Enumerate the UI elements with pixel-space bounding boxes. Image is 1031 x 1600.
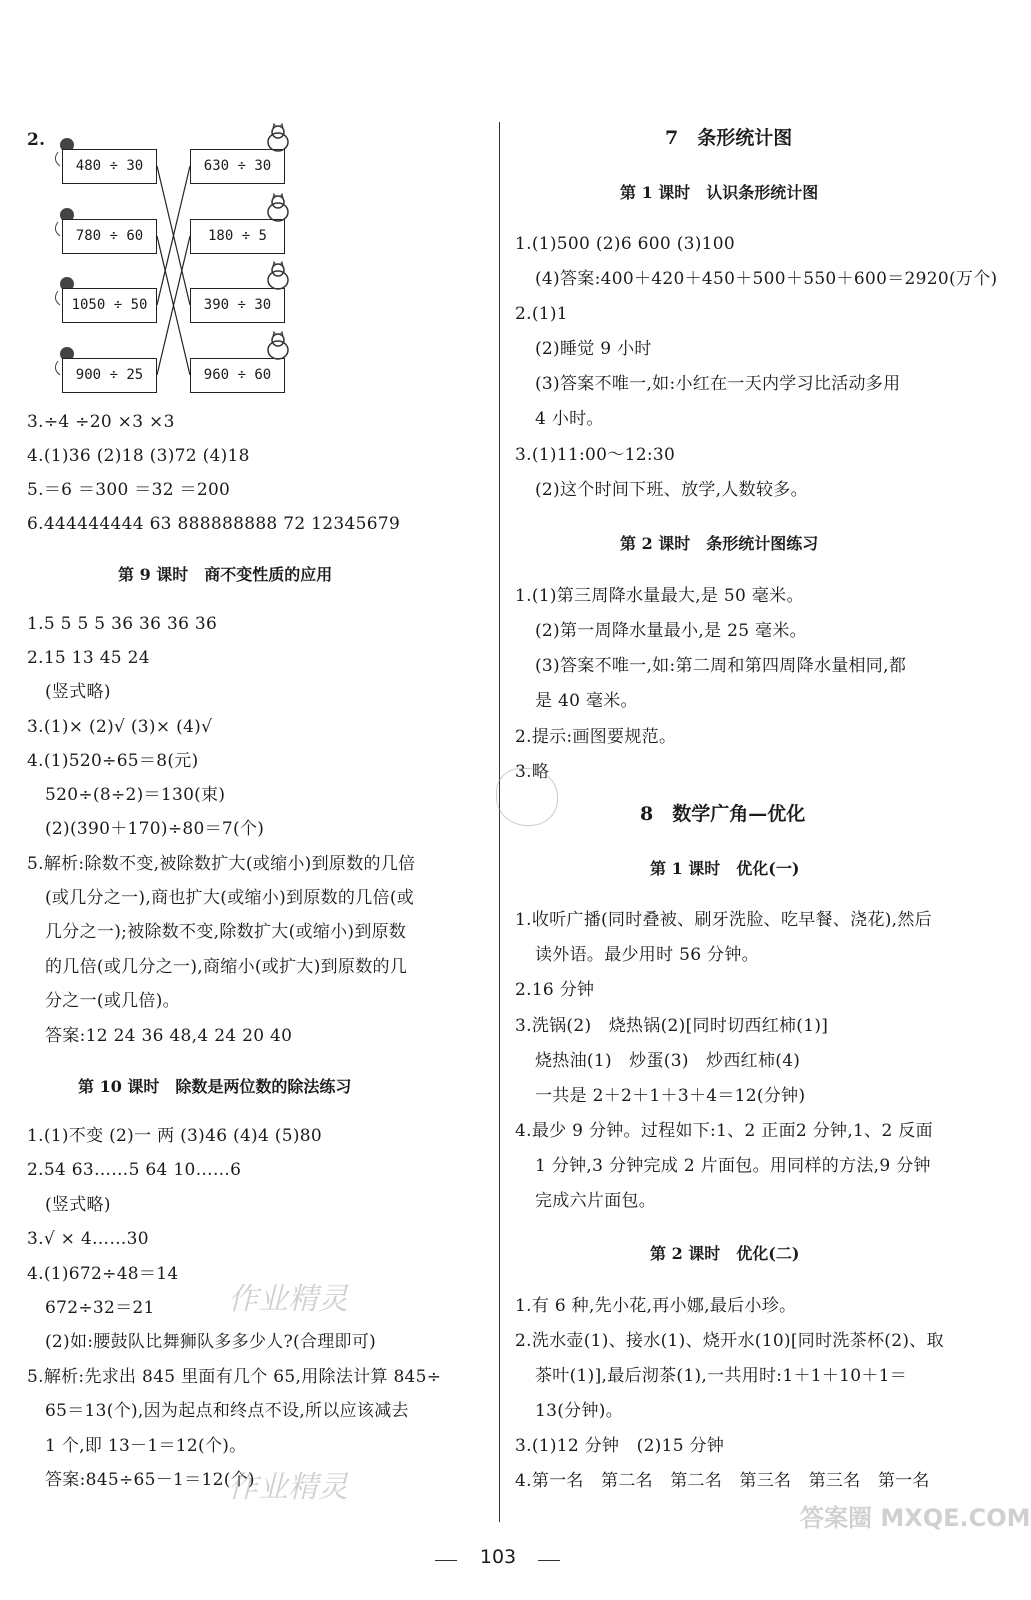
yarn-string bbox=[55, 222, 60, 236]
yarn-string bbox=[55, 291, 60, 305]
answer-line: (2)第一周降水量最小,是 25 毫米。 bbox=[535, 621, 807, 641]
answer-line: 3.(1)× (2)√ (3)× (4)√ bbox=[27, 717, 213, 737]
answer-line: 分之一(或几倍)。 bbox=[45, 991, 180, 1011]
answer-line: 13(分钟)。 bbox=[535, 1401, 623, 1421]
answer-line: 2.54 63……5 64 10……6 bbox=[27, 1160, 242, 1180]
answer-line: 672÷32＝21 bbox=[45, 1298, 155, 1318]
lesson-title: 第 1 课时 优化(一) bbox=[650, 859, 800, 878]
answer-line: 读外语。最少用时 56 分钟。 bbox=[535, 945, 759, 965]
answer-line: (2)这个时间下班、放学,人数较多。 bbox=[535, 480, 808, 500]
column-divider bbox=[499, 122, 500, 1522]
answer-line: 1.(1)不变 (2)一 两 (3)46 (4)4 (5)80 bbox=[27, 1126, 323, 1146]
corner-watermark: 答案圈 MXQE.COM bbox=[800, 1504, 1031, 1532]
cat-icon bbox=[264, 124, 292, 154]
answer-line: 1.(1)第三周降水量最大,是 50 毫米。 bbox=[515, 586, 804, 606]
answer-line: 3.略 bbox=[515, 762, 550, 782]
answer-line: (竖式略) bbox=[45, 682, 111, 702]
answer-line: 3.(1)11:00～12:30 bbox=[515, 445, 676, 465]
answer-line: 答案:12 24 36 48,4 24 20 40 bbox=[45, 1026, 293, 1046]
answer-line: 3.÷4 ÷20 ×3 ×3 bbox=[27, 412, 175, 432]
answer-line: (4)答案:400＋420＋450＋500＋550＋600＝2920(万个) bbox=[535, 269, 998, 289]
stamp-mark bbox=[496, 768, 558, 826]
answer-line: (2)(390＋170)÷80＝7(个) bbox=[45, 819, 265, 839]
answer-line: 5.＝6 ＝300 ＝32 ＝200 bbox=[27, 480, 231, 500]
answer-line: (2)睡觉 9 小时 bbox=[535, 339, 652, 359]
answer-line: (或几分之一),商也扩大(或缩小)到原数的几倍(或 bbox=[45, 888, 415, 908]
right-expression-box: 180 ÷ 5 bbox=[190, 219, 285, 254]
answer-line: 1.(1)500 (2)6 600 (3)100 bbox=[515, 234, 736, 254]
answer-line: 完成六片面包。 bbox=[535, 1191, 657, 1211]
lesson-title: 第 1 课时 认识条形统计图 bbox=[620, 183, 819, 202]
answer-line: (2)如:腰鼓队比舞狮队多多少人?(合理即可) bbox=[45, 1332, 377, 1352]
answer-line: 一共是 2＋2＋1＋3＋4＝12(分钟) bbox=[535, 1086, 806, 1106]
right-expression-box: 390 ÷ 30 bbox=[190, 288, 285, 323]
answer-line: 2.(1)1 bbox=[515, 304, 568, 324]
left-expression-box: 480 ÷ 30 bbox=[62, 149, 157, 184]
answer-line: 1 分钟,3 分钟完成 2 片面包。用同样的方法,9 分钟 bbox=[535, 1156, 931, 1176]
answer-line: 5.解析:先求出 845 里面有几个 65,用除法计算 845÷ bbox=[27, 1367, 442, 1387]
answer-line: 答案:845÷65－1＝12(个) bbox=[45, 1470, 255, 1490]
chapter-8-title: 8 数学广角—优化 bbox=[640, 803, 806, 825]
watermark: 作业精灵 bbox=[228, 1282, 348, 1317]
answer-line: 3.√ × 4……30 bbox=[27, 1229, 149, 1249]
answer-line: 6.444444444 63 888888888 72 12345679 bbox=[27, 514, 401, 534]
answer-line: 4.(1)36 (2)18 (3)72 (4)18 bbox=[27, 446, 250, 466]
answer-line: 1.有 6 种,先小花,再小娜,最后小珍。 bbox=[515, 1296, 797, 1316]
page-number: 103 bbox=[479, 1546, 517, 1568]
yarn-string bbox=[55, 152, 60, 166]
question-2-label: 2. bbox=[27, 130, 46, 150]
answer-line: (3)答案不唯一,如:小红在一天内学习比活动多用 bbox=[535, 374, 901, 394]
cat-icon bbox=[264, 262, 292, 292]
lesson-title: 第 2 课时 优化(二) bbox=[650, 1244, 800, 1263]
cat-icon bbox=[264, 194, 292, 224]
answer-line: 4.(1)672÷48＝14 bbox=[27, 1264, 179, 1284]
watermark: 作业精灵 bbox=[228, 1470, 348, 1505]
yarn-string bbox=[55, 361, 60, 375]
answer-line: 1.收听广播(同时叠被、刷牙洗脸、吃早餐、浇花),然后 bbox=[515, 910, 932, 930]
answer-line: 520÷(8÷2)＝130(束) bbox=[45, 785, 226, 805]
page-number-dash bbox=[538, 1560, 560, 1561]
answer-line: 4.最少 9 分钟。过程如下:1、2 正面2 分钟,1、2 反面 bbox=[515, 1121, 933, 1141]
right-expression-box: 960 ÷ 60 bbox=[190, 358, 285, 393]
lesson-10-title: 第 10 课时 除数是两位数的除法练习 bbox=[78, 1077, 352, 1096]
lesson-title: 第 2 课时 条形统计图练习 bbox=[620, 534, 819, 553]
left-expression-box: 1050 ÷ 50 bbox=[62, 288, 157, 323]
answer-line: 几分之一);被除数不变,除数扩大(或缩小)到原数 bbox=[45, 922, 407, 942]
answer-line: 1.5 5 5 5 36 36 36 36 bbox=[27, 614, 218, 634]
answer-line: 茶叶(1)],最后沏茶(1),一共用时:1＋1＋10＋1＝ bbox=[535, 1366, 908, 1386]
answer-line: 5.解析:除数不变,被除数扩大(或缩小)到原数的几倍 bbox=[27, 854, 416, 874]
answer-line: 4.第一名 第二名 第二名 第三名 第三名 第一名 bbox=[515, 1471, 930, 1491]
answer-line: 4 小时。 bbox=[535, 409, 604, 429]
answer-line: 1 个,即 13－1＝12(个)。 bbox=[45, 1436, 247, 1456]
answer-line: 2.15 13 45 24 bbox=[27, 648, 150, 668]
chapter-7-title: 7 条形统计图 bbox=[665, 127, 793, 149]
answer-line: 65＝13(个),因为起点和终点不设,所以应该减去 bbox=[45, 1401, 409, 1421]
lesson-9-title: 第 9 课时 商不变性质的应用 bbox=[118, 565, 333, 584]
left-expression-box: 900 ÷ 25 bbox=[62, 358, 157, 393]
answer-line: 2.16 分钟 bbox=[515, 980, 595, 1000]
answer-line: (3)答案不唯一,如:第二周和第四周降水量相同,都 bbox=[535, 656, 907, 676]
answer-line: 是 40 毫米。 bbox=[535, 691, 638, 711]
answer-line: 烧热油(1) 炒蛋(3) 炒西红柿(4) bbox=[535, 1051, 801, 1071]
answer-line: (竖式略) bbox=[45, 1195, 111, 1215]
answer-line: 2.提示:画图要规范。 bbox=[515, 727, 677, 747]
left-expression-box: 780 ÷ 60 bbox=[62, 219, 157, 254]
matching-lines bbox=[0, 0, 500, 420]
answer-line: 2.洗水壶(1)、接水(1)、烧开水(10)[同时洗茶杯(2)、取 bbox=[515, 1331, 944, 1351]
answer-line: 的几倍(或几分之一),商缩小(或扩大)到原数的几 bbox=[45, 957, 408, 977]
right-expression-box: 630 ÷ 30 bbox=[190, 149, 285, 184]
answer-line: 3.洗锅(2) 烧热锅(2)[同时切西红柿(1)] bbox=[515, 1016, 829, 1036]
cat-icon bbox=[264, 332, 292, 362]
answer-line: 3.(1)12 分钟 (2)15 分钟 bbox=[515, 1436, 725, 1456]
answer-line: 4.(1)520÷65＝8(元) bbox=[27, 751, 199, 771]
